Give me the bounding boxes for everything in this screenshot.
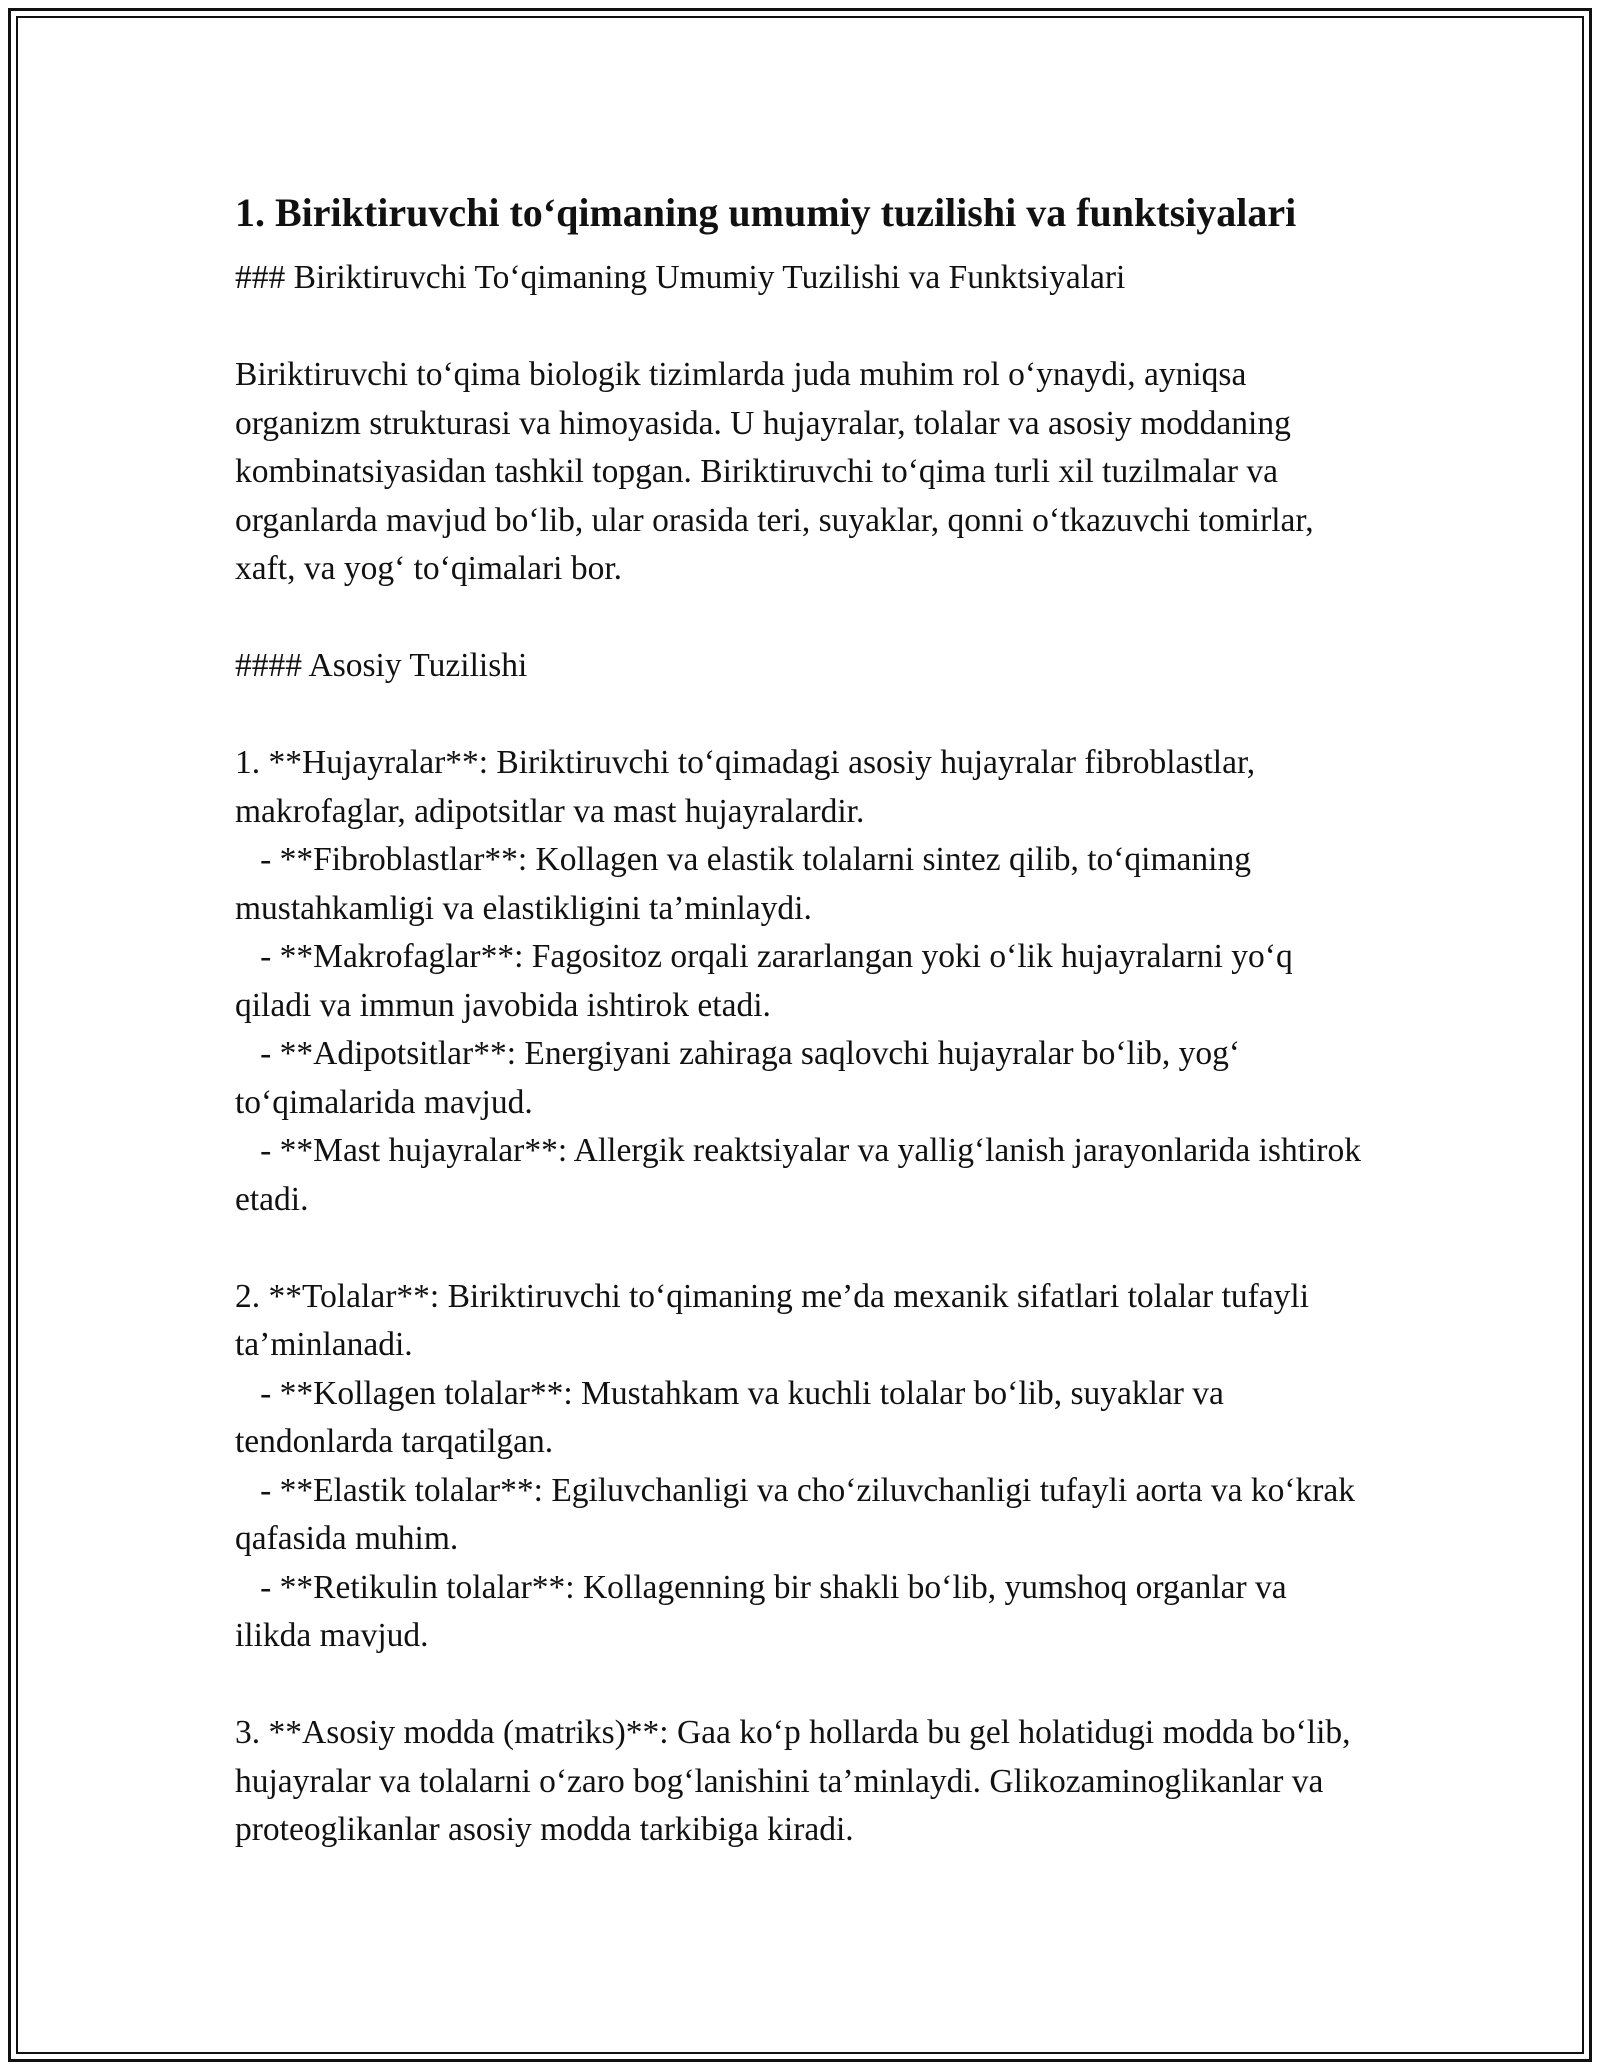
sub-item-adipocytes: - **Adipotsitlar**: Energiyani zahiraga saqlovchi hujayralar bo‘lib, yog‘ to‘qimalarida mavjud.: [235, 1035, 1249, 1121]
sub-item-macrophages: - **Makrofaglar**: Fagositoz orqali zararlangan yoki o‘lik hujayralarni yo‘q qiladi va immun javobida ishtirok etadi.: [235, 938, 1302, 1024]
sub-item-mast-cells: - **Mast hujayralar**: Allergik reaktsiyalar va yallig‘lanish jarayonlarida ishtirok etadi.: [235, 1132, 1370, 1218]
sub-item-fibroblasts: - **Fibroblastlar**: Kollagen va elastik tolalarni sintez qilib, to‘qimaning mustahkamligi va elastikligini ta’minlaydi.: [235, 841, 1260, 927]
subheading: ### Biriktiruvchi To‘qimaning Umumiy Tuzilishi va Funktsiyalari: [235, 259, 1126, 296]
list-item-cells: 1. **Hujayralar**: Biriktiruvchi to‘qimadagi asosiy hujayralar fibroblastlar, makrofaglar, adipotsitlar va mast hujayralardir.: [235, 744, 1264, 830]
list-item-fibers: 2. **Tolalar**: Biriktiruvchi to‘qimaning me’da mexanik sifatlari tolalar tufayli ta’minlanadi.: [235, 1277, 1318, 1363]
spacer: [235, 594, 1370, 643]
document-title: 1. Biriktiruvchi to‘qimaning umumiy tuzilishi va funktsiyalari: [235, 190, 1297, 235]
list-item-ground-substance: 3. **Asosiy modda (matriks)**: Gaa ko‘p hollarda bu gel holatidugi modda bo‘lib, hujayralar va tolalarni o‘zaro bog‘lanishini ta’minlaydi. Glikozaminoglikanlar va proteoglikanlar asosiy modda tarkibiga kiradi.: [235, 1714, 1359, 1848]
spacer: [235, 303, 1370, 352]
sub-item-elastic-fibers: - **Elastik tolalar**: Egiluvchanligi va cho‘ziluvchanligi tufayli aorta va ko‘krak qafasida muhim.: [235, 1471, 1364, 1557]
spacer: [235, 1661, 1370, 1710]
section-heading: #### Asosiy Tuzilishi: [235, 647, 528, 684]
intro-paragraph: Biriktiruvchi to‘qima biologik tizimlarda juda muhim rol o‘ynaydi, ayniqsa organizm strukturasi va himoyasida. U hujayralar, tolalar va asosiy moddaning kombinatsiyasidan tashkil topgan. Biriktiruvchi to‘qima turli xil tuzilmalar va organlarda mavjud bo‘lib, ular orasida teri, suyaklar, qonni o‘tkazuvchi tomirlar, xaft, va yog‘ to‘qimalari bor.: [235, 356, 1322, 587]
spacer: [235, 1224, 1370, 1273]
document-body: [235, 180, 1370, 1855]
spacer: [235, 691, 1370, 740]
sub-item-reticulin-fibers: - **Retikulin tolalar**: Kollagenning bir shakli bo‘lib, yumshoq organlar va ilikda mavjud.: [235, 1568, 1296, 1654]
sub-item-collagen-fibers: - **Kollagen tolalar**: Mustahkam va kuchli tolalar bo‘lib, suyaklar va tendonlarda tarqatilgan.: [235, 1374, 1233, 1460]
